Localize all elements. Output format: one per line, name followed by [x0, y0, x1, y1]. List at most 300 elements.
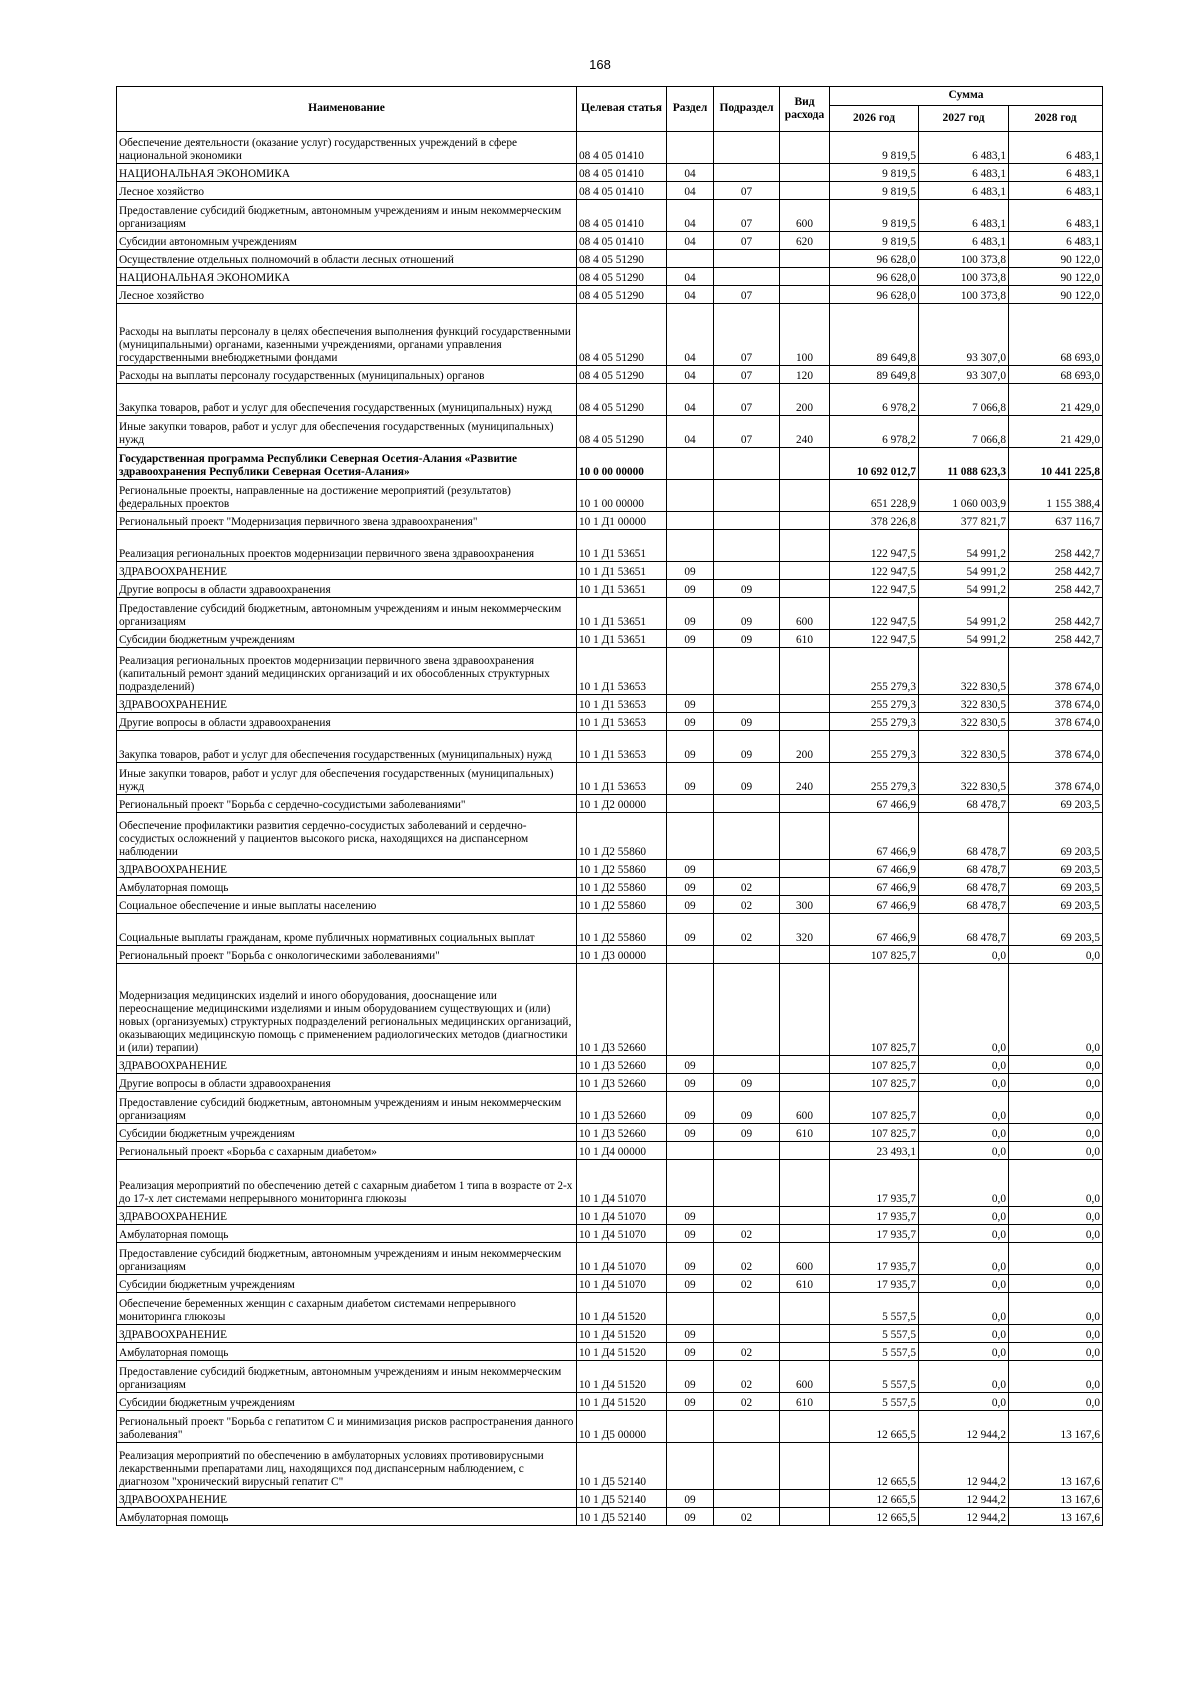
row-subsection: 02 [714, 878, 780, 896]
row-section: 09 [667, 1074, 714, 1092]
row-code: 10 1 Д3 00000 [577, 946, 667, 964]
row-amount-2028: 69 203,5 [1009, 914, 1103, 946]
row-amount-2028: 6 483,1 [1009, 200, 1103, 232]
row-expense-type [780, 250, 830, 268]
table-row [117, 1207, 1103, 1225]
row-amount-2028: 258 442,7 [1009, 598, 1103, 630]
row-amount-2027: 12 944,2 [919, 1411, 1009, 1443]
row-amount-2026: 17 935,7 [830, 1243, 919, 1275]
row-amount-2028: 0,0 [1009, 1393, 1103, 1411]
row-amount-2027: 0,0 [919, 1343, 1009, 1361]
row-name: Реализация мероприятий по обеспечению детей с сахарным диабетом 1 типа в возрасте от 2-х до 17-х лет системами непрерывного мониторинга глюкозы [117, 1160, 577, 1207]
row-code: 10 1 Д4 51520 [577, 1343, 667, 1361]
row-amount-2028: 378 674,0 [1009, 713, 1103, 731]
row-amount-2026: 122 947,5 [830, 562, 919, 580]
row-section: 09 [667, 562, 714, 580]
row-subsection: 09 [714, 1124, 780, 1142]
row-amount-2027: 0,0 [919, 1074, 1009, 1092]
budget-table [116, 86, 1103, 1526]
header-year-2027: 2027 год [919, 106, 1009, 132]
row-code: 10 1 Д1 53653 [577, 763, 667, 795]
row-amount-2026: 9 819,5 [830, 182, 919, 200]
row-name: ЗДРАВООХРАНЕНИЕ [117, 1490, 577, 1508]
row-amount-2026: 107 825,7 [830, 1074, 919, 1092]
row-amount-2026: 67 466,9 [830, 860, 919, 878]
row-amount-2027: 0,0 [919, 1124, 1009, 1142]
row-subsection: 09 [714, 598, 780, 630]
table-row [117, 713, 1103, 731]
row-amount-2028: 13 167,6 [1009, 1490, 1103, 1508]
row-section: 09 [667, 580, 714, 598]
row-subsection: 07 [714, 366, 780, 384]
table-row [117, 304, 1103, 366]
row-section: 04 [667, 366, 714, 384]
row-amount-2027: 322 830,5 [919, 731, 1009, 763]
row-subsection [714, 695, 780, 713]
row-name: Предоставление субсидий бюджетным, автономным учреждениям и иным некоммерческим организациям [117, 1092, 577, 1124]
row-name: Амбулаторная помощь [117, 1343, 577, 1361]
row-section: 09 [667, 1393, 714, 1411]
row-name: Другие вопросы в области здравоохранения [117, 713, 577, 731]
row-code: 08 4 05 51290 [577, 250, 667, 268]
row-expense-type: 120 [780, 366, 830, 384]
row-subsection: 07 [714, 304, 780, 366]
row-code: 08 4 05 51290 [577, 304, 667, 366]
row-code: 10 1 Д3 52660 [577, 1124, 667, 1142]
row-amount-2028: 0,0 [1009, 1275, 1103, 1293]
row-amount-2026: 5 557,5 [830, 1293, 919, 1325]
row-expense-type [780, 286, 830, 304]
row-subsection [714, 648, 780, 695]
row-amount-2026: 107 825,7 [830, 964, 919, 1056]
row-expense-type: 610 [780, 1124, 830, 1142]
row-amount-2028: 378 674,0 [1009, 648, 1103, 695]
table-row [117, 286, 1103, 304]
table-row [117, 813, 1103, 860]
row-amount-2027: 0,0 [919, 1293, 1009, 1325]
row-section: 09 [667, 1225, 714, 1243]
row-section: 04 [667, 304, 714, 366]
row-name: ЗДРАВООХРАНЕНИЕ [117, 695, 577, 713]
row-subsection [714, 813, 780, 860]
row-code: 10 1 Д4 51070 [577, 1243, 667, 1275]
table-row [117, 860, 1103, 878]
row-name: Государственная программа Республики Северная Осетия-Алания «Развитие здравоохранения Республики Северная Осетия-Алания» [117, 448, 577, 480]
row-code: 10 1 Д3 52660 [577, 1092, 667, 1124]
row-expense-type: 610 [780, 1393, 830, 1411]
header-section: Раздел [667, 87, 714, 132]
row-amount-2028: 0,0 [1009, 1207, 1103, 1225]
row-subsection: 09 [714, 763, 780, 795]
row-name: Амбулаторная помощь [117, 1225, 577, 1243]
row-subsection [714, 1293, 780, 1325]
row-section: 09 [667, 1508, 714, 1526]
table-row [117, 232, 1103, 250]
row-expense-type [780, 1508, 830, 1526]
row-code: 10 1 Д5 00000 [577, 1411, 667, 1443]
row-section: 04 [667, 182, 714, 200]
row-amount-2026: 5 557,5 [830, 1343, 919, 1361]
row-name: ЗДРАВООХРАНЕНИЕ [117, 562, 577, 580]
header-name: Наименование [117, 87, 577, 132]
row-amount-2028: 258 442,7 [1009, 630, 1103, 648]
row-subsection: 02 [714, 1225, 780, 1243]
row-amount-2027: 322 830,5 [919, 763, 1009, 795]
row-amount-2026: 9 819,5 [830, 164, 919, 182]
row-section [667, 132, 714, 164]
row-amount-2026: 89 649,8 [830, 366, 919, 384]
table-row [117, 132, 1103, 164]
row-amount-2027: 100 373,8 [919, 286, 1009, 304]
row-amount-2028: 90 122,0 [1009, 268, 1103, 286]
row-amount-2026: 5 557,5 [830, 1361, 919, 1393]
row-amount-2027: 322 830,5 [919, 695, 1009, 713]
row-amount-2027: 7 066,8 [919, 384, 1009, 416]
row-section [667, 1443, 714, 1490]
row-name: Реализация региональных проектов модернизации первичного звена здравоохранения (капитальный ремонт зданий медицинских организаций и их обособленных структурных подразделений) [117, 648, 577, 695]
row-name: Социальное обеспечение и иные выплаты населению [117, 896, 577, 914]
row-amount-2026: 651 228,9 [830, 480, 919, 512]
row-subsection [714, 1056, 780, 1074]
row-amount-2026: 9 819,5 [830, 132, 919, 164]
row-section: 09 [667, 763, 714, 795]
table-row [117, 1508, 1103, 1526]
row-section [667, 648, 714, 695]
row-amount-2027: 6 483,1 [919, 200, 1009, 232]
row-subsection: 02 [714, 1393, 780, 1411]
table-row [117, 1411, 1103, 1443]
row-amount-2026: 9 819,5 [830, 232, 919, 250]
row-section: 09 [667, 1343, 714, 1361]
table-row [117, 1393, 1103, 1411]
row-code: 08 4 05 51290 [577, 286, 667, 304]
row-amount-2026: 12 665,5 [830, 1411, 919, 1443]
table-row [117, 384, 1103, 416]
row-code: 08 4 05 01410 [577, 164, 667, 182]
row-amount-2028: 0,0 [1009, 1142, 1103, 1160]
row-amount-2027: 0,0 [919, 1325, 1009, 1343]
row-expense-type [780, 512, 830, 530]
row-expense-type [780, 1490, 830, 1508]
row-section: 09 [667, 878, 714, 896]
row-section: 09 [667, 1325, 714, 1343]
row-amount-2027: 0,0 [919, 1142, 1009, 1160]
row-section: 09 [667, 713, 714, 731]
row-amount-2026: 17 935,7 [830, 1275, 919, 1293]
row-subsection: 02 [714, 1275, 780, 1293]
row-section: 09 [667, 630, 714, 648]
row-amount-2028: 378 674,0 [1009, 731, 1103, 763]
row-amount-2028: 69 203,5 [1009, 795, 1103, 813]
row-amount-2027: 0,0 [919, 1393, 1009, 1411]
row-name: Иные закупки товаров, работ и услуг для обеспечения государственных (муниципальных) нужд [117, 763, 577, 795]
row-amount-2027: 0,0 [919, 1160, 1009, 1207]
table-row [117, 630, 1103, 648]
row-amount-2026: 9 819,5 [830, 200, 919, 232]
table-row [117, 795, 1103, 813]
row-code: 10 1 Д3 52660 [577, 964, 667, 1056]
row-amount-2028: 90 122,0 [1009, 286, 1103, 304]
table-body [117, 132, 1103, 1526]
row-section: 09 [667, 1207, 714, 1225]
row-section [667, 530, 714, 562]
row-amount-2026: 5 557,5 [830, 1393, 919, 1411]
row-amount-2026: 17 935,7 [830, 1160, 919, 1207]
table-row [117, 182, 1103, 200]
row-name: Лесное хозяйство [117, 286, 577, 304]
row-section [667, 1293, 714, 1325]
row-expense-type [780, 132, 830, 164]
table-row [117, 268, 1103, 286]
table-row [117, 1293, 1103, 1325]
row-expense-type [780, 878, 830, 896]
row-code: 08 4 05 01410 [577, 200, 667, 232]
table-row [117, 763, 1103, 795]
row-amount-2027: 54 991,2 [919, 630, 1009, 648]
row-subsection [714, 860, 780, 878]
row-amount-2028: 0,0 [1009, 1160, 1103, 1207]
row-amount-2028: 13 167,6 [1009, 1508, 1103, 1526]
table-row [117, 1142, 1103, 1160]
row-name: Реализация региональных проектов модернизации первичного звена здравоохранения [117, 530, 577, 562]
row-name: Закупка товаров, работ и услуг для обеспечения государственных (муниципальных) нужд [117, 384, 577, 416]
row-amount-2028: 13 167,6 [1009, 1411, 1103, 1443]
table-row [117, 1325, 1103, 1343]
row-name: Реализация мероприятий по обеспечению в амбулаторных условиях противовирусными лекарственными препаратами лиц, находящихся под диспансерным наблюдением, с диагнозом "хронический вирусный гепатит С" [117, 1443, 577, 1490]
row-section: 09 [667, 1361, 714, 1393]
row-subsection: 02 [714, 1243, 780, 1275]
row-amount-2028: 68 693,0 [1009, 366, 1103, 384]
row-subsection: 09 [714, 713, 780, 731]
row-amount-2027: 0,0 [919, 964, 1009, 1056]
row-code: 08 4 05 51290 [577, 268, 667, 286]
row-section [667, 1160, 714, 1207]
table-row [117, 964, 1103, 1056]
row-amount-2026: 122 947,5 [830, 598, 919, 630]
row-section: 09 [667, 1275, 714, 1293]
row-subsection [714, 946, 780, 964]
row-code: 10 1 Д5 52140 [577, 1490, 667, 1508]
row-amount-2026: 67 466,9 [830, 914, 919, 946]
row-code: 10 1 Д2 55860 [577, 896, 667, 914]
row-subsection [714, 250, 780, 268]
row-name: Региональный проект «Борьба с сахарным диабетом» [117, 1142, 577, 1160]
row-expense-type [780, 448, 830, 480]
row-amount-2027: 6 483,1 [919, 132, 1009, 164]
row-amount-2028: 69 203,5 [1009, 860, 1103, 878]
row-amount-2027: 54 991,2 [919, 580, 1009, 598]
row-amount-2027: 0,0 [919, 1275, 1009, 1293]
row-name: Обеспечение деятельности (оказание услуг) государственных учреждений в сфере национальной экономики [117, 132, 577, 164]
row-expense-type: 200 [780, 384, 830, 416]
row-amount-2026: 107 825,7 [830, 946, 919, 964]
table-row [117, 1092, 1103, 1124]
row-subsection: 09 [714, 1092, 780, 1124]
row-name: Иные закупки товаров, работ и услуг для обеспечения государственных (муниципальных) нужд [117, 416, 577, 448]
row-code: 10 1 00 00000 [577, 480, 667, 512]
row-amount-2027: 68 478,7 [919, 795, 1009, 813]
row-name: ЗДРАВООХРАНЕНИЕ [117, 1056, 577, 1074]
row-subsection: 07 [714, 286, 780, 304]
row-expense-type [780, 580, 830, 598]
row-subsection [714, 1325, 780, 1343]
row-name: Субсидии автономным учреждениям [117, 232, 577, 250]
row-name: Предоставление субсидий бюджетным, автономным учреждениям и иным некоммерческим организациям [117, 1361, 577, 1393]
row-amount-2026: 17 935,7 [830, 1225, 919, 1243]
row-amount-2026: 89 649,8 [830, 304, 919, 366]
row-name: Предоставление субсидий бюджетным, автономным учреждениям и иным некоммерческим организациям [117, 200, 577, 232]
row-code: 10 1 Д1 53651 [577, 562, 667, 580]
row-amount-2028: 0,0 [1009, 1325, 1103, 1343]
table-row [117, 1490, 1103, 1508]
row-code: 08 4 05 01410 [577, 132, 667, 164]
row-expense-type [780, 268, 830, 286]
row-name: Лесное хозяйство [117, 182, 577, 200]
row-expense-type [780, 1293, 830, 1325]
row-expense-type [780, 182, 830, 200]
row-amount-2026: 96 628,0 [830, 268, 919, 286]
row-amount-2027: 11 088 623,3 [919, 448, 1009, 480]
row-expense-type: 600 [780, 200, 830, 232]
table-row [117, 1124, 1103, 1142]
row-section: 04 [667, 200, 714, 232]
row-expense-type [780, 1325, 830, 1343]
row-subsection: 02 [714, 1343, 780, 1361]
row-amount-2027: 7 066,8 [919, 416, 1009, 448]
row-expense-type: 200 [780, 731, 830, 763]
row-name: Региональный проект "Модернизация первичного звена здравоохранения" [117, 512, 577, 530]
row-name: Субсидии бюджетным учреждениям [117, 1124, 577, 1142]
row-amount-2028: 0,0 [1009, 1243, 1103, 1275]
row-name: Предоставление субсидий бюджетным, автономным учреждениям и иным некоммерческим организациям [117, 598, 577, 630]
row-amount-2028: 0,0 [1009, 1361, 1103, 1393]
row-code: 10 1 Д4 51520 [577, 1361, 667, 1393]
row-section: 09 [667, 598, 714, 630]
row-subsection [714, 1160, 780, 1207]
row-name: Субсидии бюджетным учреждениям [117, 630, 577, 648]
row-subsection: 07 [714, 416, 780, 448]
row-code: 10 1 Д2 55860 [577, 878, 667, 896]
table-row [117, 530, 1103, 562]
row-amount-2026: 67 466,9 [830, 813, 919, 860]
row-amount-2027: 1 060 003,9 [919, 480, 1009, 512]
table-row [117, 648, 1103, 695]
table-row [117, 164, 1103, 182]
row-amount-2026: 255 279,3 [830, 648, 919, 695]
table-row [117, 695, 1103, 713]
row-amount-2026: 96 628,0 [830, 250, 919, 268]
row-expense-type [780, 1411, 830, 1443]
row-code: 10 1 Д3 52660 [577, 1056, 667, 1074]
row-amount-2028: 21 429,0 [1009, 384, 1103, 416]
row-expense-type [780, 813, 830, 860]
row-amount-2028: 0,0 [1009, 964, 1103, 1056]
row-code: 10 1 Д1 53653 [577, 731, 667, 763]
row-expense-type: 240 [780, 416, 830, 448]
page-number: 168 [589, 57, 611, 72]
row-section: 09 [667, 1490, 714, 1508]
table-row [117, 1343, 1103, 1361]
row-amount-2027: 54 991,2 [919, 562, 1009, 580]
row-code: 08 4 05 01410 [577, 232, 667, 250]
row-amount-2026: 10 692 012,7 [830, 448, 919, 480]
row-code: 10 1 Д2 55860 [577, 914, 667, 946]
row-section: 09 [667, 914, 714, 946]
row-subsection: 02 [714, 896, 780, 914]
row-amount-2027: 0,0 [919, 1225, 1009, 1243]
row-name: НАЦИОНАЛЬНАЯ ЭКОНОМИКА [117, 268, 577, 286]
row-subsection: 09 [714, 630, 780, 648]
row-amount-2026: 12 665,5 [830, 1443, 919, 1490]
row-code: 10 1 Д2 55860 [577, 813, 667, 860]
row-amount-2027: 12 944,2 [919, 1508, 1009, 1526]
table-row [117, 1243, 1103, 1275]
row-section: 04 [667, 286, 714, 304]
row-subsection [714, 164, 780, 182]
row-amount-2028: 258 442,7 [1009, 562, 1103, 580]
row-amount-2027: 0,0 [919, 1207, 1009, 1225]
row-code: 08 4 05 01410 [577, 182, 667, 200]
row-amount-2026: 255 279,3 [830, 763, 919, 795]
row-expense-type [780, 530, 830, 562]
row-amount-2028: 258 442,7 [1009, 580, 1103, 598]
row-subsection: 07 [714, 384, 780, 416]
row-code: 10 1 Д1 53653 [577, 695, 667, 713]
table-row [117, 896, 1103, 914]
row-name: Амбулаторная помощь [117, 878, 577, 896]
row-name: Модернизация медицинских изделий и иного оборудования, дооснащение или переоснащение медицинскими изделиями и иным оборудованием существующих и (или) новых (организуемых) структурных подразделений региональных медицинских организаций, оказывающих медицинскую помощь с применением радиологических методов (диагностики и (или) терапии) [117, 964, 577, 1056]
row-amount-2028: 0,0 [1009, 1074, 1103, 1092]
row-amount-2027: 68 478,7 [919, 878, 1009, 896]
row-name: Региональный проект "Борьба с сердечно-сосудистыми заболеваниями" [117, 795, 577, 813]
row-expense-type [780, 1142, 830, 1160]
row-amount-2028: 0,0 [1009, 1056, 1103, 1074]
table-row [117, 200, 1103, 232]
row-subsection [714, 1142, 780, 1160]
row-expense-type [780, 946, 830, 964]
row-subsection [714, 448, 780, 480]
row-amount-2028: 69 203,5 [1009, 878, 1103, 896]
row-amount-2026: 67 466,9 [830, 878, 919, 896]
row-code: 10 1 Д4 51070 [577, 1225, 667, 1243]
header-target: Целевая статья [577, 87, 667, 132]
row-name: ЗДРАВООХРАНЕНИЕ [117, 1207, 577, 1225]
row-section: 09 [667, 860, 714, 878]
row-amount-2026: 378 226,8 [830, 512, 919, 530]
row-code: 10 1 Д4 51070 [577, 1160, 667, 1207]
row-subsection: 09 [714, 580, 780, 598]
row-section: 09 [667, 1056, 714, 1074]
row-amount-2026: 6 978,2 [830, 416, 919, 448]
row-section: 09 [667, 1092, 714, 1124]
row-code: 10 1 Д1 53653 [577, 648, 667, 695]
row-code: 10 1 Д4 51070 [577, 1207, 667, 1225]
row-name: Другие вопросы в области здравоохранения [117, 1074, 577, 1092]
row-name: Социальные выплаты гражданам, кроме публичных нормативных социальных выплат [117, 914, 577, 946]
row-section [667, 946, 714, 964]
row-subsection [714, 480, 780, 512]
row-expense-type: 610 [780, 1275, 830, 1293]
row-name: ЗДРАВООХРАНЕНИЕ [117, 1325, 577, 1343]
table-row [117, 416, 1103, 448]
row-name: Региональные проекты, направленные на достижение мероприятий (результатов) федеральных проектов [117, 480, 577, 512]
row-subsection: 07 [714, 232, 780, 250]
row-name: Расходы на выплаты персоналу в целях обеспечения выполнения функций государственными (муниципальными) органами, казенными учреждениями, органами управления государственными внебюджетными фондами [117, 304, 577, 366]
row-subsection: 02 [714, 1361, 780, 1393]
row-subsection [714, 268, 780, 286]
table-row [117, 1361, 1103, 1393]
row-section [667, 1411, 714, 1443]
